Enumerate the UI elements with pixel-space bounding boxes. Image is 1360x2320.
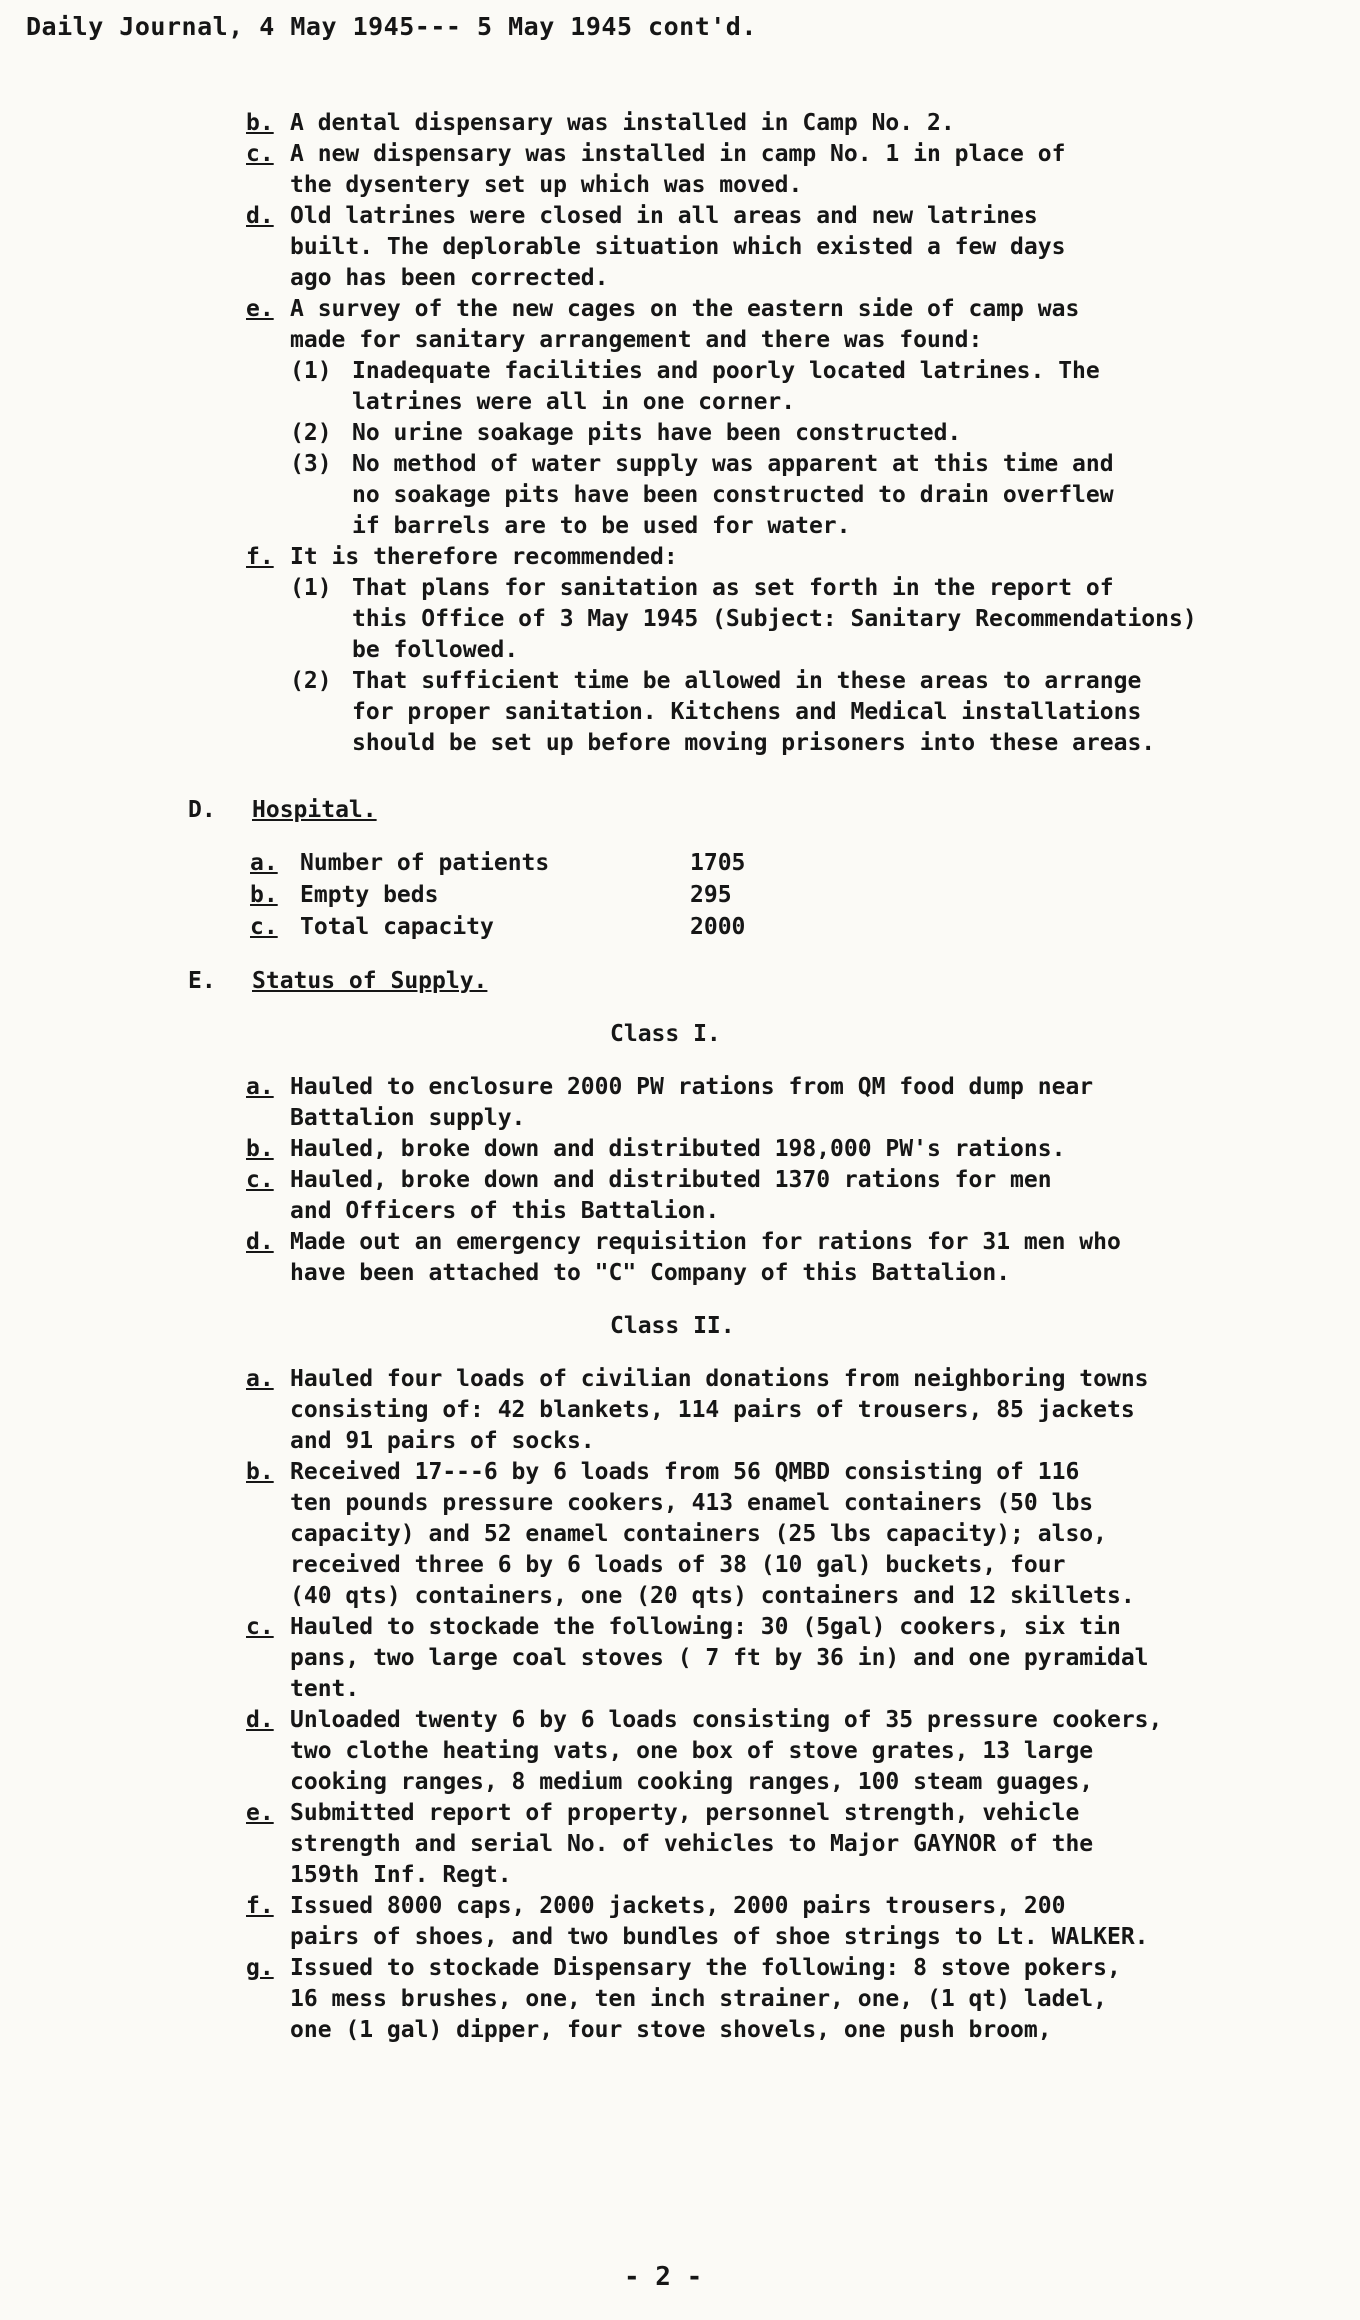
list-item [0, 1891, 1360, 1953]
row-letter: c. [250, 914, 278, 940]
item-letter: c. [246, 1167, 274, 1193]
section-letter: D. [188, 797, 216, 823]
item-text: Unloaded twenty 6 by 6 loads consisting of 35 pressure cookers, two clothe heating vats, one box of stove grates, 13 large cooking ranges, 8 medium cooking ranges, 100 steam guages, [290, 1707, 1163, 1795]
list-item [0, 1798, 1360, 1891]
hospital-row [0, 848, 1360, 880]
sub-item-number: (1) [290, 575, 332, 601]
list-item [0, 1705, 1360, 1798]
item-text: Made out an emergency requisition for rations for 31 men who have been attached to "C" Company of this Battalion. [290, 1229, 1121, 1286]
item-letter: d. [246, 203, 274, 229]
item-text: Issued to stockade Dispensary the following: 8 stove pokers, 16 mess brushes, one, ten inch strainer, one, (1 qt) ladel, one (1 gal) dipper, four stove shovels, one push broom, [290, 1955, 1121, 2043]
row-value: 2000 [690, 914, 746, 940]
item-text: Hauled, broke down and distributed 198,000 PW's rations. [290, 1136, 1066, 1162]
row-letter: a. [250, 850, 278, 876]
item-text: A survey of the new cages on the eastern side of camp was made for sanitary arrangement and there was found: [290, 296, 1080, 353]
item-letter: a. [246, 1074, 274, 1100]
item-letter: f. [246, 1893, 274, 1919]
sub-item-text: Inadequate facilities and poorly located latrines. The latrines were all in one corner. [352, 358, 1100, 415]
sub-item [0, 418, 1360, 449]
item-text: Hauled, broke down and distributed 1370 rations for men and Officers of this Battalion. [290, 1167, 1052, 1224]
item-text: Issued 8000 caps, 2000 jackets, 2000 pairs trousers, 200 pairs of shoes, and two bundles of shoe strings to Lt. WALKER. [290, 1893, 1149, 1950]
item-letter: g. [246, 1955, 274, 1981]
item-letter: c. [246, 141, 274, 167]
item-text: Hauled to enclosure 2000 PW rations from QM food dump near Battalion supply. [290, 1074, 1094, 1131]
item-letter: d. [246, 1707, 274, 1733]
sub-item [0, 356, 1360, 418]
list-item [0, 542, 1360, 573]
list-item [0, 1072, 1360, 1134]
hospital-row [0, 912, 1360, 944]
sub-item [0, 666, 1360, 759]
section-title: Status of Supply. [252, 968, 488, 994]
list-item [0, 1612, 1360, 1705]
item-letter: b. [246, 1136, 274, 1162]
row-label: Number of patients [300, 850, 550, 876]
sub-item-text: No urine soakage pits have been constructed. [352, 420, 962, 446]
journal-header: Daily Journal, 4 May 1945--- 5 May 1945 cont'd. [26, 12, 757, 41]
sub-item-number: (1) [290, 358, 332, 384]
sub-item-number: (3) [290, 451, 332, 477]
item-text: Hauled four loads of civilian donations from neighboring towns consisting of: 42 blankets, 114 pairs of trousers, 85 jackets and 91 pairs of socks. [290, 1366, 1149, 1454]
item-text: Submitted report of property, personnel strength, vehicle strength and serial No. of vehicles to Major GAYNOR of the 159th Inf. Regt. [290, 1800, 1094, 1888]
section-letter: E. [188, 968, 216, 994]
row-value: 1705 [690, 850, 746, 876]
list-item [0, 1165, 1360, 1227]
list-item [0, 201, 1360, 294]
page-number: - 2 - [624, 2262, 703, 2292]
item-letter: f. [246, 544, 274, 570]
row-label: Empty beds [300, 882, 439, 908]
section-title: Hospital. [252, 797, 377, 823]
sub-item-text: That plans for sanitation as set forth in the report of this Office of 3 May 1945 (Subject: Sanitary Recommendations) be followed. [352, 575, 1197, 663]
sub-item [0, 573, 1360, 666]
hospital-row [0, 880, 1360, 912]
item-text: It is therefore recommended: [290, 544, 678, 570]
item-text: Hauled to stockade the following: 30 (5gal) cookers, six tin pans, two large coal stoves ( 7 ft by 36 in) and one pyramidal tent. [290, 1614, 1149, 1702]
sub-item-text: That sufficient time be allowed in these areas to arrange for proper sanitation. Kitchens and Medical installations should be set up before moving prisoners into these areas. [352, 668, 1156, 756]
list-item [0, 108, 1360, 139]
section-heading-supply [0, 966, 1360, 997]
sub-item-number: (2) [290, 668, 332, 694]
list-item [0, 1457, 1360, 1612]
sub-item [0, 449, 1360, 542]
list-item [0, 1953, 1360, 2046]
item-text: A dental dispensary was installed in Camp No. 2. [290, 110, 955, 136]
document-body [0, 108, 1360, 2046]
item-letter: e. [246, 1800, 274, 1826]
row-letter: b. [250, 882, 278, 908]
item-letter: b. [246, 110, 274, 136]
item-text: Received 17---6 by 6 loads from 56 QMBD consisting of 116 ten pounds pressure cookers, 413 enamel containers (50 lbs capacity) and 52 enamel containers (25 lbs capacity); also, received three 6 by 6 loads of 38 (10 gal) buckets, four (40 qts) containers, one (20 qts) containers and 12 skillets. [290, 1459, 1135, 1609]
row-value: 295 [690, 882, 732, 908]
item-letter: e. [246, 296, 274, 322]
item-text: Old latrines were closed in all areas and new latrines built. The deplorable situation which existed a few days ago has been corrected. [290, 203, 1066, 291]
list-item [0, 1227, 1360, 1289]
class-heading: Class II. [610, 1313, 735, 1339]
section-heading-hospital [0, 795, 1360, 826]
row-label: Total capacity [300, 914, 494, 940]
item-letter: c. [246, 1614, 274, 1640]
item-letter: a. [246, 1366, 274, 1392]
list-item [0, 294, 1360, 356]
item-text: A new dispensary was installed in camp No. 1 in place of the dysentery set up which was moved. [290, 141, 1066, 198]
sub-item-text: No method of water supply was apparent at this time and no soakage pits have been constructed to drain overflew if barrels are to be used for water. [352, 451, 1114, 539]
sub-item-number: (2) [290, 420, 332, 446]
item-letter: b. [246, 1459, 274, 1485]
item-letter: d. [246, 1229, 274, 1255]
class-heading: Class I. [610, 1021, 721, 1047]
list-item [0, 1134, 1360, 1165]
list-item [0, 139, 1360, 201]
list-item [0, 1364, 1360, 1457]
